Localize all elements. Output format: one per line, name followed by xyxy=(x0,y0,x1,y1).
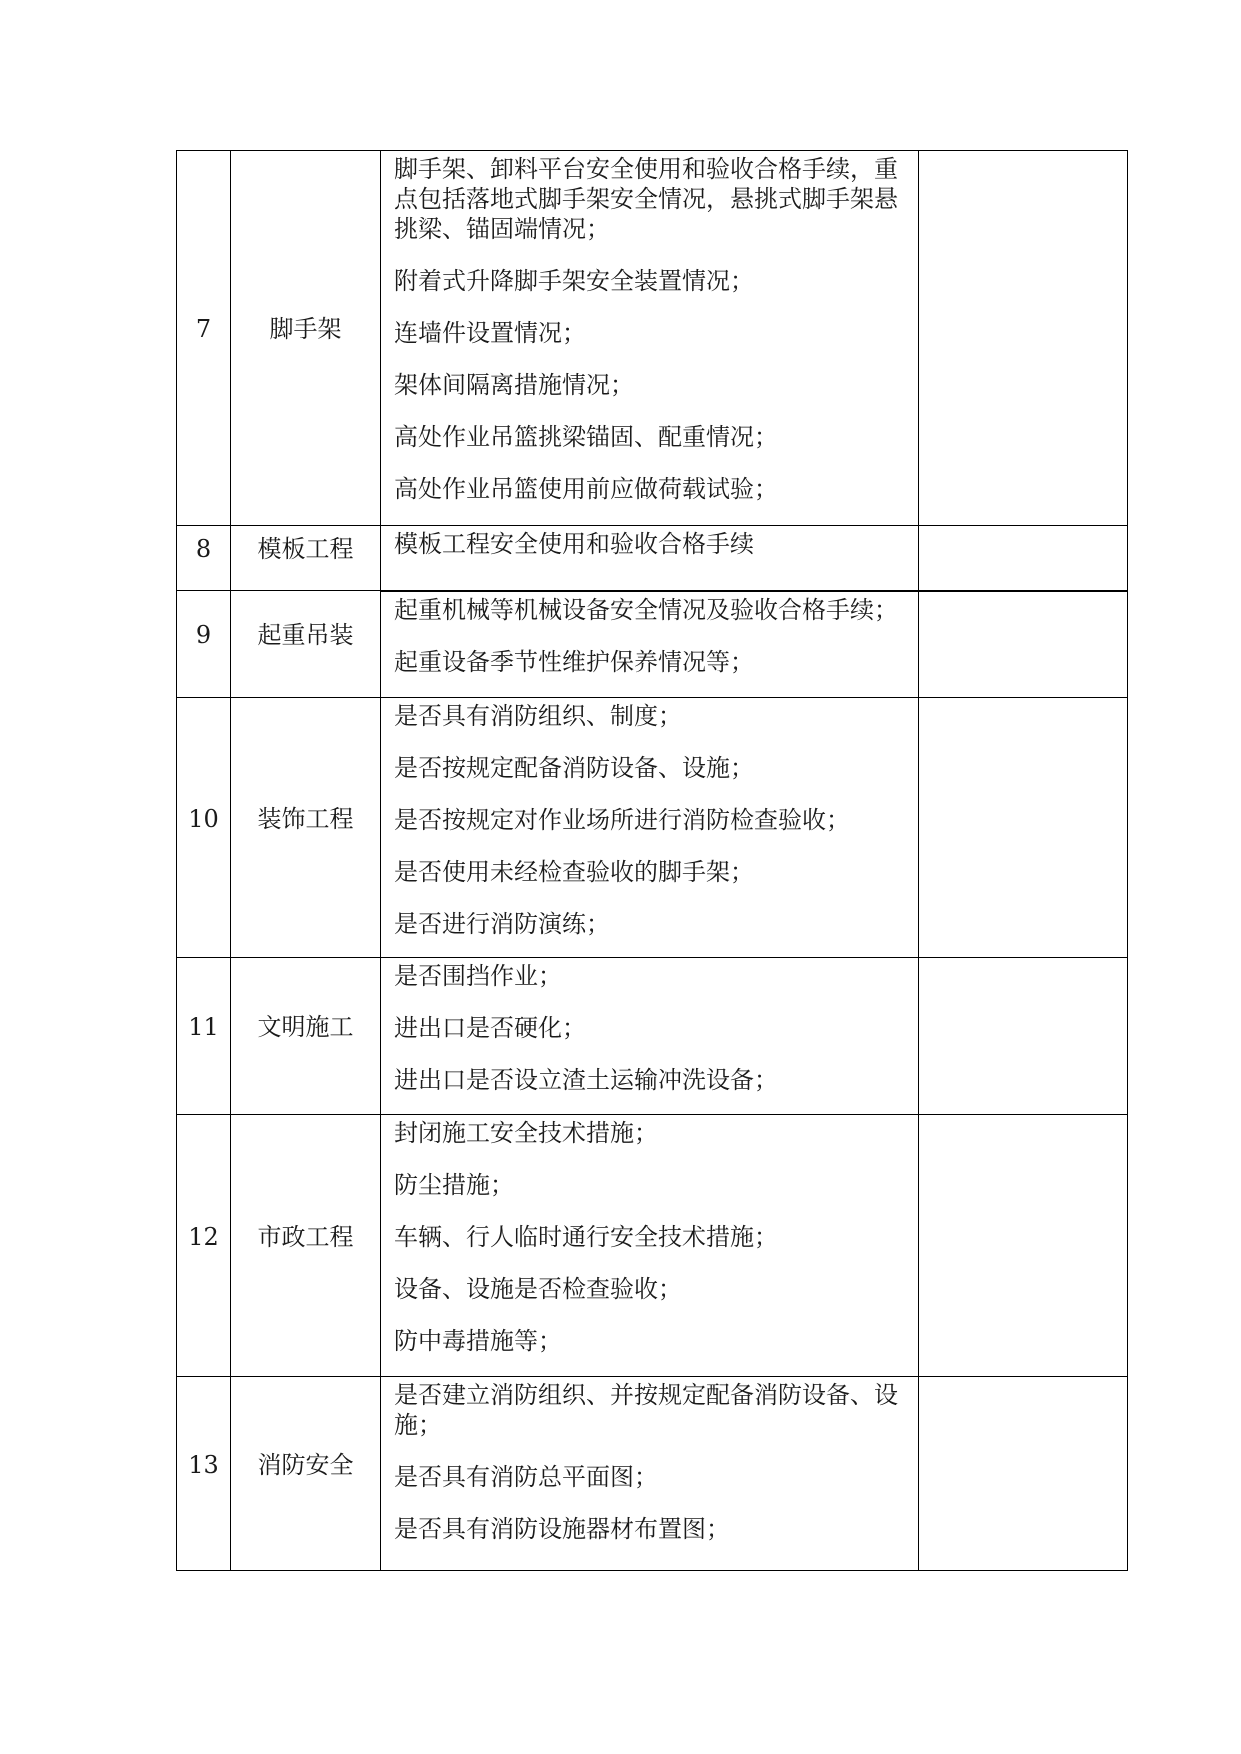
remark-cell xyxy=(919,1115,1128,1377)
item-name: 起重吊装 xyxy=(231,591,381,698)
content-cell xyxy=(381,1377,919,1571)
table-row xyxy=(177,698,1128,958)
inspection-table xyxy=(176,150,1128,1571)
check-item: 高处作业吊篮挑梁锚固、配重情况； xyxy=(394,423,778,451)
check-item: 起重机械等机械设备安全情况及验收合格手续； xyxy=(394,595,898,624)
check-item: 是否具有消防组织、制度； xyxy=(394,702,682,730)
row-number: 12 xyxy=(177,1115,231,1377)
row-number: 9 xyxy=(177,591,231,698)
check-item: 连墙件设置情况； xyxy=(394,319,586,347)
check-item: 是否具有消防设施器材布置图； xyxy=(394,1515,730,1543)
item-name: 文明施工 xyxy=(231,958,381,1115)
table-row xyxy=(177,1377,1128,1571)
content-cell xyxy=(381,698,919,958)
check-item: 是否围挡作业； xyxy=(394,962,562,990)
document-page xyxy=(176,150,1127,1571)
item-name: 模板工程 xyxy=(231,526,381,591)
content-cell xyxy=(381,1115,919,1377)
remark-cell xyxy=(919,151,1128,526)
content-cell xyxy=(381,591,919,698)
content-cell xyxy=(381,958,919,1115)
table-row xyxy=(177,591,1128,698)
check-item: 模板工程安全使用和验收合格手续 xyxy=(394,530,754,558)
check-item: 是否使用未经检查验收的脚手架； xyxy=(394,858,754,886)
table-row xyxy=(177,958,1128,1115)
remark-cell xyxy=(919,526,1128,591)
remark-cell xyxy=(919,591,1128,698)
check-item: 进出口是否设立渣土运输冲洗设备； xyxy=(394,1066,778,1094)
check-item: 是否按规定对作业场所进行消防检查验收； xyxy=(394,806,850,834)
check-item: 是否按规定配备消防设备、设施； xyxy=(394,754,754,782)
check-item: 防尘措施； xyxy=(394,1171,514,1199)
content-cell xyxy=(381,151,919,526)
check-item: 封闭施工安全技术措施； xyxy=(394,1119,658,1147)
check-item: 是否建立消防组织、并按规定配备消防设备、设施； xyxy=(394,1381,898,1439)
check-item: 起重设备季节性维护保养情况等； xyxy=(394,647,754,676)
remark-cell xyxy=(919,698,1128,958)
item-name: 市政工程 xyxy=(231,1115,381,1377)
item-name: 脚手架 xyxy=(231,151,381,526)
remark-cell xyxy=(919,958,1128,1115)
check-item: 是否进行消防演练； xyxy=(394,910,610,938)
check-item: 附着式升降脚手架安全装置情况； xyxy=(394,267,754,295)
check-item: 防中毒措施等； xyxy=(394,1327,562,1355)
check-item: 设备、设施是否检查验收； xyxy=(394,1275,682,1303)
check-item: 进出口是否硬化； xyxy=(394,1014,586,1042)
table-row xyxy=(177,526,1128,591)
item-name: 消防安全 xyxy=(231,1377,381,1571)
table-row xyxy=(177,1115,1128,1377)
table-row xyxy=(177,151,1128,526)
remark-cell xyxy=(919,1377,1128,1571)
check-item: 高处作业吊篮使用前应做荷载试验； xyxy=(394,475,778,503)
check-item: 脚手架、卸料平台安全使用和验收合格手续，重点包括落地式脚手架安全情况，悬挑式脚手架悬挑梁、锚固端情况； xyxy=(394,155,898,243)
check-item: 架体间隔离措施情况； xyxy=(394,371,634,399)
row-number: 7 xyxy=(177,151,231,526)
row-number: 8 xyxy=(177,526,231,591)
check-item: 是否具有消防总平面图； xyxy=(394,1463,658,1491)
row-number: 10 xyxy=(177,698,231,958)
row-number: 13 xyxy=(177,1377,231,1571)
content-cell xyxy=(381,526,919,591)
check-item: 车辆、行人临时通行安全技术措施； xyxy=(394,1223,778,1251)
item-name: 装饰工程 xyxy=(231,698,381,958)
row-number: 11 xyxy=(177,958,231,1115)
